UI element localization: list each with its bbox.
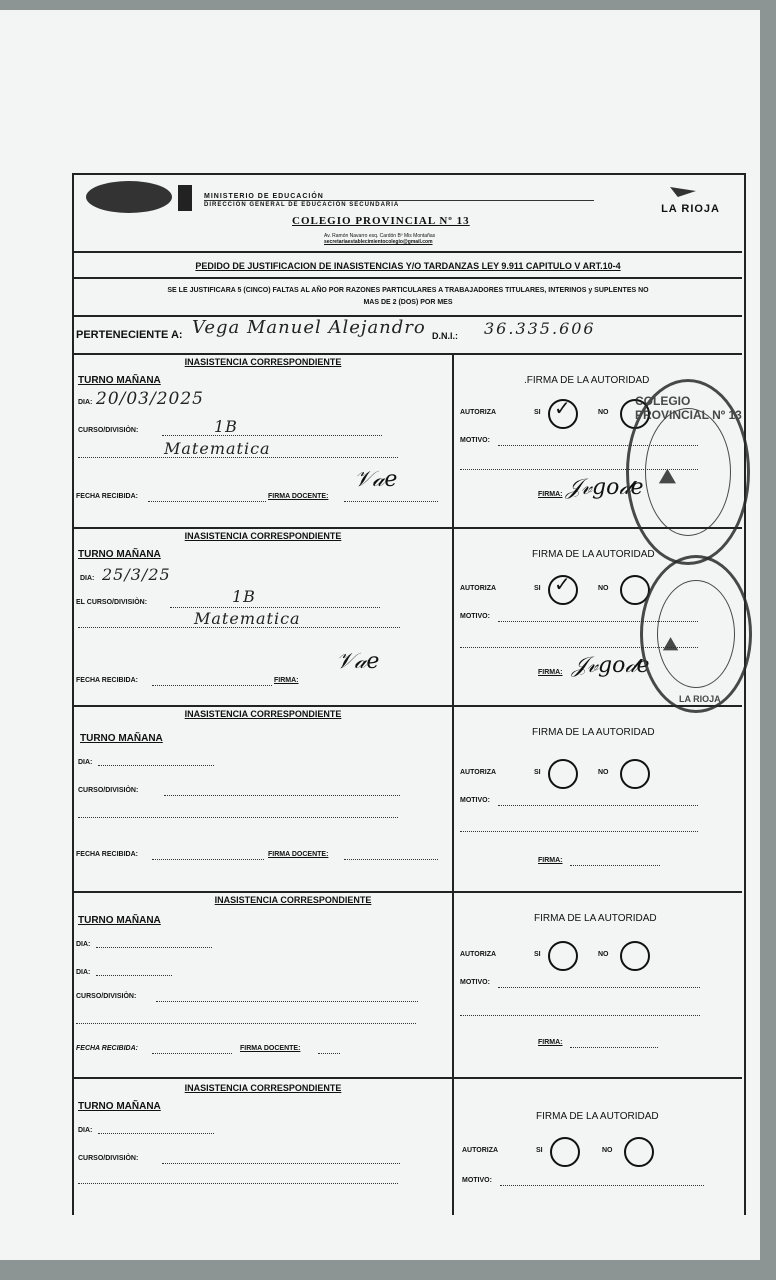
materia-value[interactable]: Matematica (164, 439, 271, 458)
firma-autoridad-label: FIRMA DE LA AUTORIDAD (532, 727, 655, 738)
autoriza-label: AUTORIZA (462, 1147, 499, 1154)
curso-line (156, 1001, 418, 1002)
curso-line (162, 435, 382, 436)
motivo-label: MOTIVO: (460, 797, 490, 804)
docente-signature: 𝒱𝒶𝑒 (336, 649, 380, 674)
firma-docente-label: FIRMA DOCENTE: (240, 1045, 301, 1052)
curso-label: EL CURSO/DIVISIÒN: (76, 599, 148, 606)
stamp-province: LA RIOJA (679, 694, 721, 704)
curso-label: CURSO/DIVISIÒN: (76, 993, 137, 1000)
materia-value[interactable]: Matematica (194, 609, 301, 628)
si-label: SI (534, 409, 541, 416)
si-label: SI (534, 585, 541, 592)
emblem-mark-icon (178, 185, 192, 211)
section-title: INASISTENCIA CORRESPONDIENTE (184, 531, 342, 541)
firma-docente-line (318, 1053, 340, 1054)
fecha-label: FECHA RECIBIDA: (76, 1045, 138, 1052)
la-rioja-logo: LA RIOJA (661, 203, 720, 215)
address-text: Av. Ramón Navarro esq. Cardón Bº Mis Montañas (324, 233, 436, 239)
no-label: NO (598, 951, 609, 958)
docente-signature: 𝒱𝒶𝑒 (354, 467, 398, 492)
authority-block-3 (454, 707, 742, 891)
curso-line (162, 1163, 400, 1164)
dia-line (96, 947, 212, 948)
si-checkbox[interactable] (548, 941, 578, 971)
si-checkbox[interactable] (550, 1137, 580, 1167)
stamp-inner-ring (645, 408, 731, 536)
firma-docente-line (344, 859, 438, 860)
no-label: NO (602, 1147, 613, 1154)
fecha-line (148, 501, 266, 502)
curso-value[interactable]: 1B (232, 587, 256, 606)
employee-name[interactable]: Vega Manuel Alejandro (192, 317, 426, 338)
check-icon: ✓ (554, 398, 571, 420)
motivo-line-2 (460, 831, 698, 832)
address-block (324, 233, 435, 245)
form-title: PEDIDO DE JUSTIFICACION DE INASISTENCIAS Y/O TARDANZAS LEY 9.911 CAPITULO V ART.10-4 (74, 251, 742, 279)
fecha-label: FECHA RECIBIDA: (76, 493, 138, 500)
firma-autoridad-label: FIRMA DE LA AUTORIDAD (536, 1111, 659, 1122)
dia-value[interactable]: 20/03/2025 (96, 389, 204, 409)
authority-block-5 (454, 1079, 742, 1215)
fecha-line (152, 685, 272, 686)
dia-value[interactable]: 25/3/25 (102, 565, 171, 584)
absence-section-4 (74, 893, 742, 1079)
provincial-emblem-icon (86, 181, 172, 213)
school-stamp-1 (626, 379, 750, 565)
colegio-title: COLEGIO PROVINCIAL Nº 13 (292, 215, 470, 227)
absence-section-3 (74, 707, 742, 893)
curso-line (164, 795, 400, 796)
si-label: SI (534, 769, 541, 776)
la-rioja-logo-icon (670, 187, 696, 197)
turno-label: TURNO MAÑANA (78, 915, 161, 926)
firma-line (570, 865, 660, 866)
firma-label: FIRMA: (538, 491, 563, 498)
section-title: INASISTENCIA CORRESPONDIENTE (184, 1083, 342, 1093)
form-subtitle (74, 279, 742, 317)
curso-label: CURSO/DIVISIÒN: (78, 427, 139, 434)
section-title: INASISTENCIA CORRESPONDIENTE (184, 709, 342, 719)
dia-line-2 (96, 975, 172, 976)
firma-label-docente: FIRMA: (274, 677, 299, 684)
si-label: SI (534, 951, 541, 958)
firma-docente-line (344, 501, 438, 502)
dia-line (98, 1133, 214, 1134)
dia-label-2: DIA: (76, 969, 91, 976)
materia-line (78, 817, 398, 818)
authority-block-4 (454, 893, 742, 1077)
curso-label: CURSO/DIVISIÒN: (78, 1155, 139, 1162)
fecha-line (152, 1053, 232, 1054)
firma-label: FIRMA: (538, 857, 563, 864)
absence-details-5 (74, 1079, 454, 1215)
si-label: SI (536, 1147, 543, 1154)
absence-details-3 (74, 707, 454, 891)
section-title: INASISTENCIA CORRESPONDIENTE (214, 895, 372, 905)
authority-signature: 𝒥𝓋𝑔𝑜𝒹𝑒 (572, 653, 650, 678)
motivo-line (500, 1185, 704, 1186)
motivo-line-2 (460, 1015, 700, 1016)
dia-label: DIA: (78, 399, 93, 406)
check-icon: ✓ (554, 574, 571, 596)
si-checkbox[interactable] (548, 759, 578, 789)
no-checkbox[interactable] (624, 1137, 654, 1167)
firma-label: FIRMA: (538, 669, 563, 676)
absence-section-5 (74, 1079, 742, 1215)
motivo-label: MOTIVO: (460, 613, 490, 620)
fecha-line (152, 859, 264, 860)
authority-signature: 𝒥𝓋𝑔𝑜𝒹𝑒 (566, 475, 644, 500)
ministerio-text: MINISTERIO DE EDUCACIÓN (204, 193, 324, 200)
subtitle-line-1: SE LE JUSTIFICARA 5 (CINCO) FALTAS AL AÑO POR RAZONES PARTICULARES A TRABAJADORES TITULARES, INTERINOS y SUPLENTES NO (167, 287, 649, 294)
autoriza-label: AUTORIZA (460, 585, 497, 592)
form-header (74, 175, 742, 253)
stamp-school-name: COLEGIO PROVINCIAL Nº 13 (635, 394, 742, 422)
no-checkbox[interactable] (620, 941, 650, 971)
fecha-label: FECHA RECIBIDA: (76, 677, 138, 684)
perteneciente-label: PERTENECIENTE A: (76, 329, 183, 341)
stamp-emblem-icon: ⛰ (659, 466, 676, 488)
firma-line (570, 1047, 658, 1048)
turno-label: TURNO MAÑANA (80, 733, 163, 744)
firma-docente-label: FIRMA DOCENTE: (268, 493, 329, 500)
firma-label: FIRMA: (538, 1039, 563, 1046)
firma-autoridad-label: .FIRMA DE LA AUTORIDAD (524, 375, 650, 386)
stamp-emblem-icon: ⛰ (663, 634, 679, 654)
justification-form (72, 173, 746, 1215)
no-label: NO (598, 585, 609, 592)
materia-line (76, 1023, 416, 1024)
turno-label: TURNO MAÑANA (78, 375, 161, 386)
curso-line (170, 607, 380, 608)
turno-label: TURNO MAÑANA (78, 549, 161, 560)
dni-label: D.N.I.: (432, 331, 458, 341)
motivo-label: MOTIVO: (460, 979, 490, 986)
motivo-label: MOTIVO: (460, 437, 490, 444)
dia-label: DIA: (78, 759, 93, 766)
section-title: INASISTENCIA CORRESPONDIENTE (184, 357, 342, 367)
dia-label: DIA: (78, 1127, 93, 1134)
motivo-line (498, 805, 698, 806)
no-checkbox[interactable] (620, 759, 650, 789)
header-rule (204, 200, 594, 201)
firma-autoridad-label: FIRMA DE LA AUTORIDAD (534, 913, 657, 924)
absence-details-4 (74, 893, 454, 1077)
autoriza-label: AUTORIZA (460, 409, 497, 416)
paper-sheet (0, 10, 760, 1260)
fecha-label: FECHA RECIBIDA: (76, 851, 138, 858)
dia-label: DIA: (76, 941, 91, 948)
firma-docente-label: FIRMA DOCENTE: (268, 851, 329, 858)
email-text: secretariaestablecimientocolegio@gmail.com (324, 239, 433, 245)
autoriza-label: AUTORIZA (460, 951, 497, 958)
motivo-line (498, 987, 700, 988)
motivo-label: MOTIVO: (462, 1177, 492, 1184)
materia-line (78, 1183, 398, 1184)
subtitle-line-2: MAS DE 2 (DOS) POR MES (363, 299, 453, 306)
absence-details-2 (74, 529, 454, 705)
curso-value[interactable]: 1B (214, 417, 238, 436)
direccion-text: DIRECCIÓN GENERAL DE EDUCACIÓN SECUNDARIA (204, 202, 400, 208)
dia-line (98, 765, 214, 766)
no-label: NO (598, 409, 609, 416)
no-label: NO (598, 769, 609, 776)
firma-autoridad-label: FIRMA DE LA AUTORIDAD (532, 549, 655, 560)
turno-label: TURNO MAÑANA (78, 1101, 161, 1112)
dia-label: DIA: (80, 575, 95, 582)
absence-details-1 (74, 355, 454, 527)
dni-value[interactable]: 36.335.606 (484, 319, 596, 338)
school-stamp-2 (640, 555, 752, 713)
autoriza-label: AUTORIZA (460, 769, 497, 776)
perteneciente-row (74, 317, 742, 355)
curso-label: CURSO/DIVISIÒN: (78, 787, 139, 794)
